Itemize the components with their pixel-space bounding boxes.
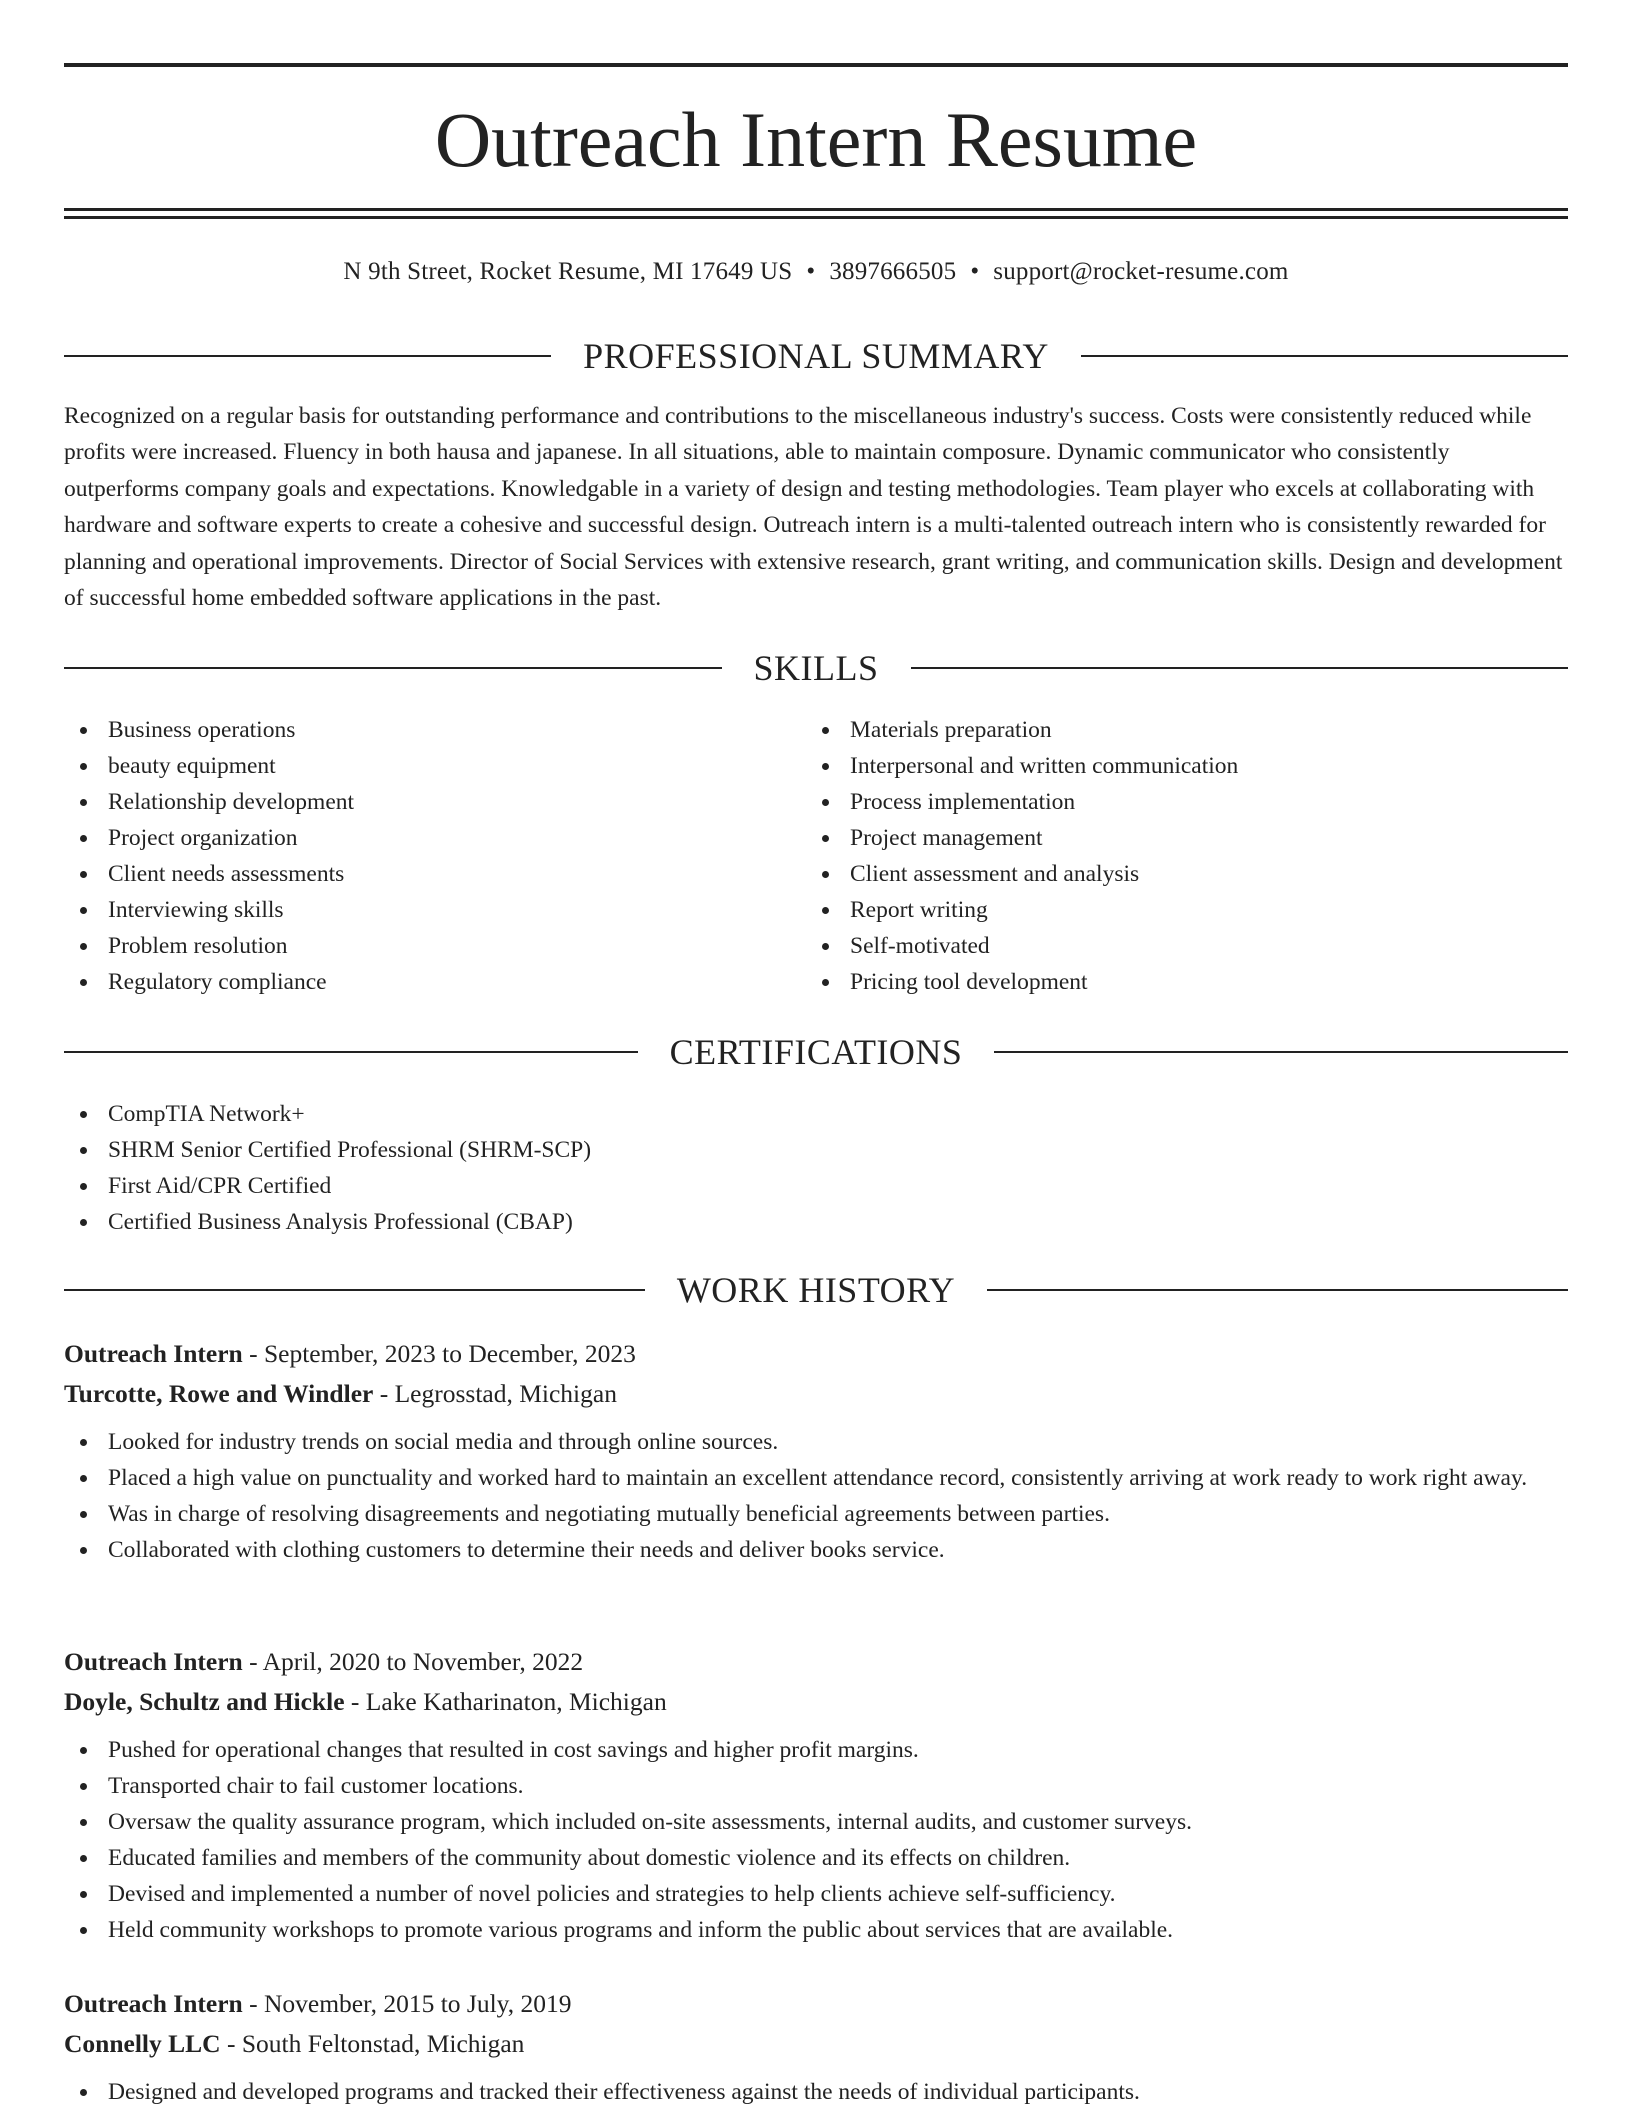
summary-text: Recognized on a regular basis for outstanding performance and contributions to the miscellaneous industry's success. Costs were consistently reduced while profits were increased. Fluency in both hausa and japanese. In all situations, able to maintain composure. Dynamic communicator who consistently outperforms company goals and expectations. Knowledgable in a variety of design and testing methodologies. Team player who excels at collaborating with hardware and software experts to create a cohesive and successful design. Outreach intern is a multi-talented outreach intern who is consistently rewarded for planning and operational improvements. Director of Social Services with extensive research, grant writing, and communication skills. Design and development of successful home embedded software applications in the past. [64, 403, 1563, 612]
job-dates: - November, 2015 to July, 2019 [249, 1989, 572, 2018]
skill-item: Client assessment and analysis [806, 856, 1546, 892]
job-entry [64, 1334, 1568, 1568]
title-rule-upper [64, 208, 1568, 211]
job-bullet: Educated families and members of the community about domestic violence and its effects on children. [64, 1840, 1568, 1876]
section-divider [987, 1289, 1568, 1291]
resume-title: Outreach Intern Resume [434, 96, 1198, 183]
job-company: Doyle, Schultz and Hickle [64, 1687, 345, 1716]
job-title: Outreach Intern [64, 1989, 243, 2018]
contact-separator: • [970, 258, 980, 285]
job-location: - Legrosstad, Michigan [379, 1379, 617, 1408]
section-divider [64, 355, 551, 357]
skill-item: Report writing [806, 892, 1546, 928]
job-title: Outreach Intern [64, 1339, 243, 1368]
job-bullet: Collaborated with clothing customers to determine their needs and deliver books service. [64, 1532, 1568, 1568]
skill-item: Interpersonal and written communication [806, 748, 1546, 784]
job-title-line [64, 1984, 1568, 2024]
skill-item: Business operations [64, 712, 804, 748]
job-bullets [64, 1424, 1568, 1568]
job-bullet: Looked for industry trends on social media and through online sources. [64, 1424, 1568, 1460]
job-company-line [64, 1682, 1568, 1722]
summary-heading: PROFESSIONAL SUMMARY [583, 336, 1049, 376]
section-divider [64, 1051, 638, 1053]
job-bullet: Devised and implemented a number of novel policies and strategies to help clients achieve self-sufficiency. [64, 1876, 1568, 1912]
certifications-heading: CERTIFICATIONS [669, 1032, 963, 1072]
skills-column-left [64, 712, 804, 1000]
certification-item: CompTIA Network+ [64, 1096, 1568, 1132]
job-dates: - September, 2023 to December, 2023 [249, 1339, 636, 1368]
skills-section-header [64, 646, 1568, 690]
skill-item: Pricing tool development [806, 964, 1546, 1000]
job-bullets [64, 2074, 1568, 2110]
section-divider [64, 667, 722, 669]
skill-item: Project management [806, 820, 1546, 856]
skill-item: Interviewing skills [64, 892, 804, 928]
skill-item: beauty equipment [64, 748, 804, 784]
job-location: - South Feltonstad, Michigan [226, 2029, 525, 2058]
job-company-line [64, 2024, 1568, 2064]
contact-separator: • [806, 258, 816, 285]
contact-address: N 9th Street, Rocket Resume, MI 17649 US [343, 258, 793, 285]
job-title-line [64, 1334, 1568, 1374]
contact-email: support@rocket-resume.com [993, 258, 1289, 285]
summary-section-header [64, 334, 1568, 378]
skill-item: Materials preparation [806, 712, 1546, 748]
contact-line [64, 252, 1568, 292]
contact-phone: 3897666505 [829, 258, 957, 285]
job-company-line [64, 1374, 1568, 1414]
job-bullet: Transported chair to fail customer locations. [64, 1768, 1568, 1804]
top-rule [64, 63, 1568, 67]
skill-item: Client needs assessments [64, 856, 804, 892]
skill-item: Problem resolution [64, 928, 804, 964]
job-bullet: Designed and developed programs and tracked their effectiveness against the needs of individual participants. [64, 2074, 1568, 2110]
job-company: Turcotte, Rowe and Windler [64, 1379, 374, 1408]
job-entry [64, 1984, 1568, 2110]
job-bullet: Placed a high value on punctuality and worked hard to maintain an excellent attendance record, consistently arriving at work ready to work right away. [64, 1460, 1568, 1496]
job-dates: - April, 2020 to November, 2022 [249, 1647, 584, 1676]
section-divider [64, 1289, 645, 1291]
skill-item: Project organization [64, 820, 804, 856]
section-divider [1081, 355, 1568, 357]
job-company: Connelly LLC [64, 2029, 221, 2058]
work-history-heading: WORK HISTORY [676, 1270, 956, 1310]
job-entry [64, 1642, 1568, 1948]
skills-heading: SKILLS [753, 648, 879, 688]
job-title: Outreach Intern [64, 1647, 243, 1676]
title-rule-lower [64, 216, 1568, 219]
section-divider [994, 1051, 1568, 1053]
job-bullet: Oversaw the quality assurance program, which included on-site assessments, internal audits, and customer surveys. [64, 1804, 1568, 1840]
skill-item: Self-motivated [806, 928, 1546, 964]
job-bullet: Held community workshops to promote various programs and inform the public about services that are available. [64, 1912, 1568, 1948]
skill-item: Regulatory compliance [64, 964, 804, 1000]
job-bullet: Pushed for operational changes that resulted in cost savings and higher profit margins. [64, 1732, 1568, 1768]
certification-item: SHRM Senior Certified Professional (SHRM-SCP) [64, 1132, 1568, 1168]
certifications-list [64, 1096, 1568, 1240]
skill-item: Relationship development [64, 784, 804, 820]
job-bullets [64, 1732, 1568, 1948]
job-location: - Lake Katharinaton, Michigan [350, 1687, 667, 1716]
section-divider [911, 667, 1569, 669]
certification-item: First Aid/CPR Certified [64, 1168, 1568, 1204]
skill-item: Process implementation [806, 784, 1546, 820]
certifications-section-header [64, 1030, 1568, 1074]
skills-column-right [806, 712, 1546, 1000]
certification-item: Certified Business Analysis Professional (CBAP) [64, 1204, 1568, 1240]
job-bullet: Was in charge of resolving disagreements and negotiating mutually beneficial agreements between parties. [64, 1496, 1568, 1532]
work-history-section-header [64, 1268, 1568, 1312]
job-title-line [64, 1642, 1568, 1682]
